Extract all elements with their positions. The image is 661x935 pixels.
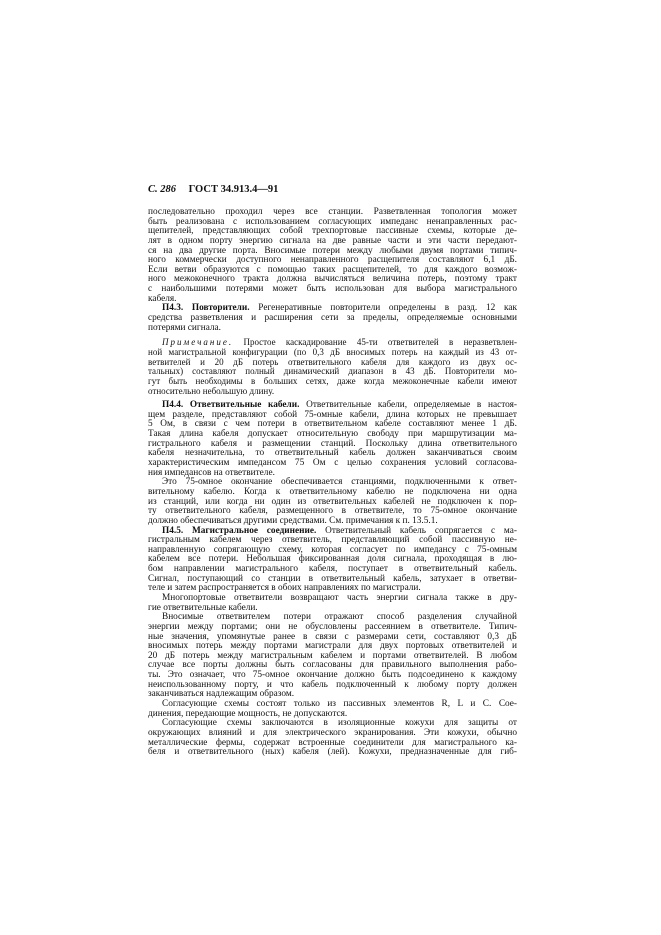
line-text: относительно небольшую длину. bbox=[148, 385, 275, 396]
line-text: ты. Это означает, что 75-омное окончание должно быть подсоединено к каждому bbox=[148, 670, 517, 681]
paragraph bbox=[148, 527, 517, 594]
line-text: быть реализована с использованием согласующих импеданс ненаправленных рас- bbox=[148, 216, 517, 227]
line-text: неиспользованному порту, и что кабель подключенный к любому порту должен bbox=[148, 679, 517, 690]
line-text: тальных) составляют полный динамический диапазон в 43 дБ. Повторители мо- bbox=[148, 366, 517, 377]
line-text: должно обеспечиваться другими средствами. См. примечания к п. 13.5.1. bbox=[148, 515, 438, 526]
line-text: ся на два другие порта. Вносимые потери между любыми двумя портами типич- bbox=[148, 245, 517, 256]
page-number: С. 286 bbox=[148, 184, 177, 195]
line-text: щепителей, представляющих собой трехпортовые пассивные схемы, которые де- bbox=[148, 226, 517, 237]
paragraph bbox=[148, 208, 517, 304]
line-text: лят в одном порту энергию сигнала на две равные части и эти части передают- bbox=[148, 235, 517, 246]
paragraph bbox=[148, 700, 517, 719]
line-text: динения, передающие мощность, не допускаются. bbox=[148, 708, 348, 719]
line-text: ного межоконечного тракта должна вычисляться величина потерь, поэтому тракт bbox=[148, 274, 517, 285]
note-paragraph bbox=[148, 338, 517, 396]
line-text: ной магистральной конфигурации (по 0,3 дБ вносимых потерь на каждый из 43 от- bbox=[148, 346, 517, 357]
line-text: кабелем все потери. Небольшая фиксированная доля сигнала, проходящая в лю- bbox=[148, 554, 517, 565]
line-text: теле и затем распространяется в обоих направлениях по магистрали. bbox=[148, 583, 421, 594]
paragraph bbox=[148, 594, 517, 613]
line-text: ту ответвительного кабеля, размещенного в ответвителе, то 75-омное окончание bbox=[148, 506, 517, 517]
line-text: ветвителей и 20 дБ потерь ответвительного кабеля для каждого из двух ос- bbox=[148, 356, 517, 367]
paragraph bbox=[148, 304, 517, 333]
paragraph bbox=[148, 478, 517, 526]
line-text: характеристическим импедансом 75 Ом с целью сохранения условий согласова- bbox=[148, 458, 517, 469]
line-text: с наибольшими потерями может быть использован для выбора магистрального bbox=[148, 284, 517, 295]
line-text: беля и ответвительного (ных) кабеля (лей). Кожухи, предназначенные для гиб- bbox=[148, 747, 517, 758]
line-text: гие ответвительные кабели. bbox=[148, 602, 258, 613]
line-text: ного коммерчески доступного ненаправленного расщепителя составляют 6,1 дБ. bbox=[148, 255, 517, 266]
line-text: ния импедансов на ответвителе. bbox=[148, 467, 275, 478]
line-text: окружающих влияний и для электрического экранирования. Эти кожухи, обычно bbox=[148, 727, 517, 738]
paragraph bbox=[148, 719, 517, 758]
paragraph bbox=[148, 613, 517, 700]
line-text: средства разветвления и расширения сети за пределы, определяемые основными bbox=[148, 313, 517, 324]
line-text: 20 дБ потерь между магистральным кабелем и портами ответвителей. В любом bbox=[148, 650, 517, 661]
line-text: вительному кабелю. Когда к ответвительному кабелю не подключена ни одна bbox=[148, 486, 517, 497]
line-text: потерями сигнала. bbox=[148, 322, 221, 333]
line-text: Простое каскадирование 45-ти ответвителей в неразветвлен- bbox=[233, 337, 517, 348]
line-text: кабеля незначительна, то ответвительный кабель должен заканчиваться своим bbox=[148, 448, 517, 459]
section-heading: П4.4. Ответвительные кабели. bbox=[162, 400, 300, 411]
page-header bbox=[148, 184, 278, 195]
line-text: из станций, или когда ни один из ответвительных кабелей не подключен к пор- bbox=[148, 496, 517, 507]
document-body bbox=[148, 208, 517, 758]
standard-number: ГОСТ 34.913.4—91 bbox=[188, 184, 279, 195]
line-text: Вносимые ответвителем потери отражают способ разделения случайной bbox=[162, 612, 517, 623]
line-text: Ответвительные кабели, определяемые в настоя- bbox=[299, 400, 517, 411]
line-text: ные значения, упомянутые ранее в связи с размерами сети, составляют 0,3 дБ bbox=[148, 631, 517, 642]
paragraph bbox=[148, 401, 517, 478]
line-text: гистрального кабеля и размещении станций. Поскольку длина ответвительного bbox=[148, 438, 517, 449]
line-text: случае все порты должны быть согласованы для правильного выполнения рабо- bbox=[148, 660, 517, 671]
line-text: кабеля. bbox=[148, 293, 177, 304]
line-text: бом направлении магистрального кабеля, поступает в ответвительный кабель. bbox=[148, 564, 517, 575]
line-text: Это 75-омное окончание обеспечивается станциями, подключенными к ответ- bbox=[162, 477, 517, 488]
note-label: Примечание. bbox=[162, 337, 234, 348]
text-line bbox=[148, 285, 517, 295]
line-text: вносимых потерь между портами магистрали для двух портовых ответвителей и bbox=[148, 641, 517, 652]
section-heading: П4.3. Повторители. bbox=[162, 303, 250, 314]
line-text: 5 Ом, в связи с чем потери в ответвительном кабеле составляют менее 1 дБ. bbox=[148, 419, 517, 430]
section-heading: П4.5. Магистральное соединение. bbox=[162, 525, 317, 536]
line-text: Ответвительный кабель сопрягается с ма- bbox=[316, 525, 517, 536]
line-text: заканчиваться надлежащим образом. bbox=[148, 689, 295, 700]
line-text: Согласующие схемы заключаются в изоляционные кожухи для защиты от bbox=[162, 718, 517, 729]
line-text: последовательно проходил через все станции. Разветвленная топология может bbox=[148, 207, 517, 217]
text-line bbox=[148, 748, 517, 758]
line-text: направленную сопрягающую схему, которая согласует по импедансу с 75-омным bbox=[148, 544, 517, 555]
line-text: Сигнал, поступающий со станции в ответвительный кабель, затухает в ответви- bbox=[148, 573, 517, 584]
line-text: Регенеративные повторители определены в разд. 12 как bbox=[249, 303, 517, 314]
line-text: Многопортовые ответвители возвращают часть энергии сигнала также в дру- bbox=[162, 592, 517, 603]
line-text: Такая длина кабеля допускает относительную свободу при маршрутизации ма- bbox=[148, 429, 517, 440]
text-line bbox=[148, 324, 517, 334]
line-text: Согласующие схемы состоят только из пассивных элементов R, L и C. Сое- bbox=[162, 699, 517, 710]
line-text: энергии между портами; они не обусловлены рассеянием в ответвителе. Типич- bbox=[148, 621, 517, 632]
line-text: щем разделе, представляют собой 75-омные кабели, длина которых не превышает bbox=[148, 409, 517, 420]
text-line bbox=[148, 387, 517, 397]
line-text: металлические фермы, содержат встроенные соединители для магистрального ка- bbox=[148, 737, 517, 748]
line-text: гистральным кабелем через ответвитель, представляющий собой пассивную не- bbox=[148, 535, 517, 546]
line-text: Если ветви образуются с помощью таких расщепителей, то для каждого возмож- bbox=[148, 264, 517, 275]
line-text: гут быть необходимы в больших сетях, даже когда межоконечные кабели имеют bbox=[148, 375, 517, 386]
